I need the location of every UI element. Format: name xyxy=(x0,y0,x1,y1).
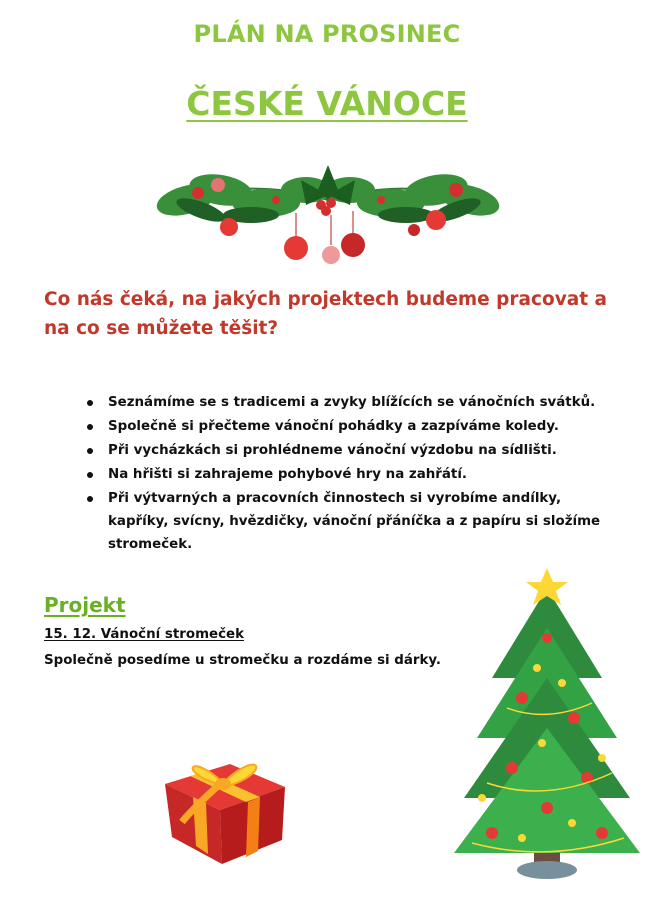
subtitle-text: ČESKÉ VÁNOCE xyxy=(186,84,468,123)
project-date-title: 15. 12. Vánoční stromeček xyxy=(44,627,245,642)
gift-box-illustration xyxy=(160,742,290,866)
page-subtitle xyxy=(0,84,654,123)
list-item: Na hřišti si zahrajeme pohybové hry na zahřátí. xyxy=(84,463,624,486)
list-item: Společně si přečteme vánoční pohádky a zazpíváme koledy. xyxy=(84,415,624,438)
plan-list xyxy=(84,391,624,557)
project-description: Společně posedíme u stromečku a rozdáme si dárky. xyxy=(44,653,442,668)
project-heading: Projekt xyxy=(44,593,126,617)
page-title: PLÁN NA PROSINEC xyxy=(193,20,461,48)
list-item: Seznámíme se s tradicemi a zvyky blížících se vánočních svátků. xyxy=(84,391,624,414)
intro-question: Co nás čeká, na jakých projektech budeme pracovat a na co se můžete těšit? xyxy=(44,289,608,339)
christmas-garland-illustration xyxy=(156,145,500,270)
list-item: Při výtvarných a pracovních činnostech si vyrobíme andílky, kapříky, svícny, hvězdičky, vánoční přáníčka a z papíru si složíme stromeček. xyxy=(84,487,624,556)
list-item: Při vycházkách si prohlédneme vánoční výzdobu na sídlišti. xyxy=(84,439,624,462)
christmas-tree-illustration xyxy=(452,568,642,888)
